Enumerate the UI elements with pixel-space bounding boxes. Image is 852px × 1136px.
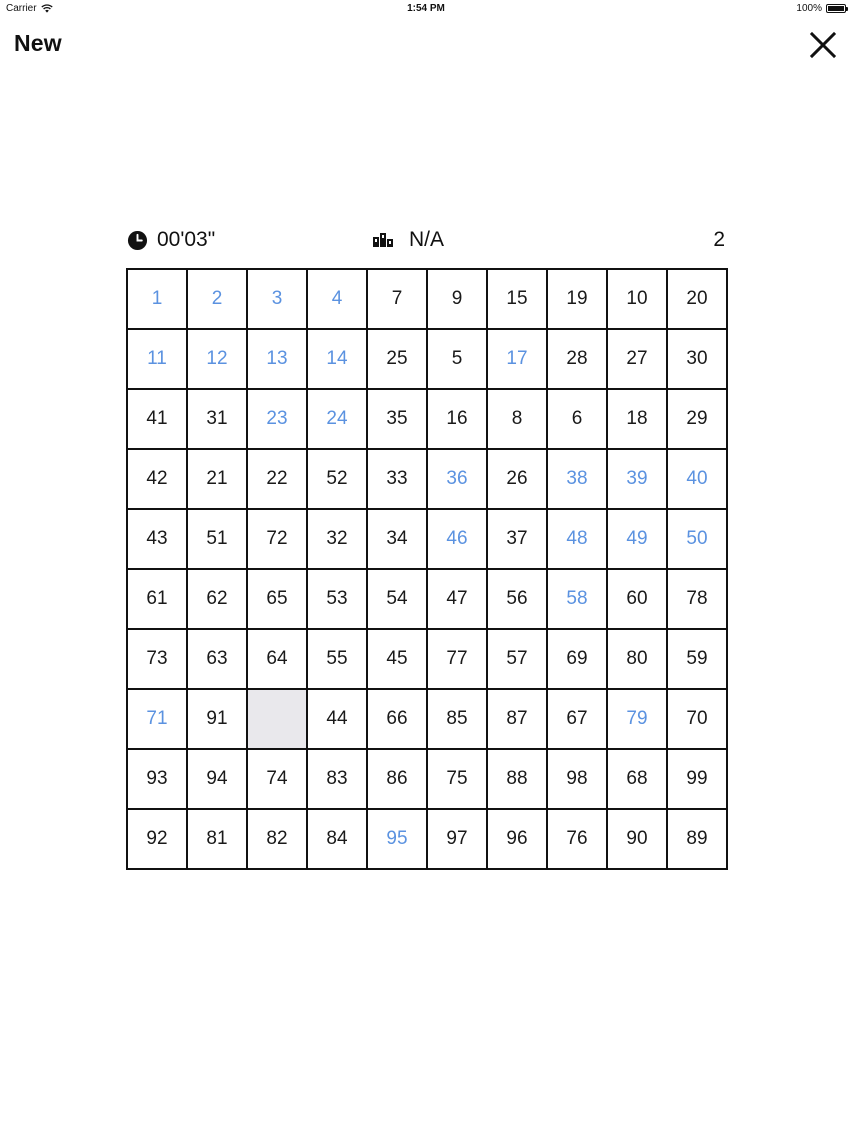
number-tile[interactable]: 47 [428, 570, 488, 630]
number-tile[interactable]: 21 [188, 450, 248, 510]
number-tile[interactable]: 14 [308, 330, 368, 390]
number-tile[interactable]: 67 [548, 690, 608, 750]
number-tile[interactable]: 12 [188, 330, 248, 390]
close-button[interactable] [808, 30, 838, 60]
status-time: 1:54 PM [407, 3, 445, 14]
number-tile[interactable]: 93 [128, 750, 188, 810]
number-tile[interactable]: 92 [128, 810, 188, 870]
podium-icon [373, 233, 393, 247]
number-tile[interactable]: 72 [248, 510, 308, 570]
number-tile[interactable]: 34 [368, 510, 428, 570]
number-tile[interactable]: 94 [188, 750, 248, 810]
number-tile[interactable]: 66 [368, 690, 428, 750]
number-tile[interactable]: 40 [668, 450, 728, 510]
number-tile[interactable]: 52 [308, 450, 368, 510]
number-tile[interactable]: 36 [428, 450, 488, 510]
number-tile[interactable]: 43 [128, 510, 188, 570]
number-tile[interactable]: 2 [188, 270, 248, 330]
number-tile[interactable]: 73 [128, 630, 188, 690]
carrier-label: Carrier [6, 3, 37, 14]
number-tile[interactable]: 7 [368, 270, 428, 330]
number-tile[interactable]: 5 [428, 330, 488, 390]
number-tile[interactable]: 17 [488, 330, 548, 390]
puzzle-grid [126, 268, 728, 870]
number-tile[interactable]: 25 [368, 330, 428, 390]
number-tile[interactable]: 71 [128, 690, 188, 750]
empty-tile[interactable] [248, 690, 308, 750]
number-tile[interactable]: 45 [368, 630, 428, 690]
number-tile[interactable]: 65 [248, 570, 308, 630]
number-tile[interactable]: 77 [428, 630, 488, 690]
number-tile[interactable]: 44 [308, 690, 368, 750]
number-tile[interactable]: 85 [428, 690, 488, 750]
number-tile[interactable]: 59 [668, 630, 728, 690]
number-tile[interactable]: 37 [488, 510, 548, 570]
number-tile[interactable]: 26 [488, 450, 548, 510]
number-tile[interactable]: 98 [548, 750, 608, 810]
number-tile[interactable]: 54 [368, 570, 428, 630]
game-info-row [127, 226, 725, 256]
number-tile[interactable]: 60 [608, 570, 668, 630]
number-tile[interactable]: 88 [488, 750, 548, 810]
number-tile[interactable]: 48 [548, 510, 608, 570]
number-tile[interactable]: 96 [488, 810, 548, 870]
number-tile[interactable]: 41 [128, 390, 188, 450]
number-tile[interactable]: 11 [128, 330, 188, 390]
number-tile[interactable]: 4 [308, 270, 368, 330]
status-bar [0, 0, 852, 18]
number-tile[interactable]: 81 [188, 810, 248, 870]
timer [127, 228, 215, 252]
number-tile[interactable]: 70 [668, 690, 728, 750]
number-tile[interactable]: 53 [308, 570, 368, 630]
level-number: 2 [713, 228, 725, 251]
number-tile[interactable]: 87 [488, 690, 548, 750]
number-tile[interactable]: 27 [608, 330, 668, 390]
number-tile[interactable]: 64 [248, 630, 308, 690]
number-tile[interactable]: 22 [248, 450, 308, 510]
timer-value: 00'03" [157, 228, 216, 251]
number-tile[interactable]: 86 [368, 750, 428, 810]
number-tile[interactable]: 91 [188, 690, 248, 750]
number-tile[interactable]: 58 [548, 570, 608, 630]
clock-icon [127, 230, 148, 251]
number-tile[interactable]: 83 [308, 750, 368, 810]
number-tile[interactable]: 80 [608, 630, 668, 690]
status-battery [796, 3, 846, 14]
number-tile[interactable]: 38 [548, 450, 608, 510]
number-tile[interactable]: 79 [608, 690, 668, 750]
number-tile[interactable]: 50 [668, 510, 728, 570]
number-tile[interactable]: 56 [488, 570, 548, 630]
number-tile[interactable]: 90 [608, 810, 668, 870]
number-tile[interactable]: 95 [368, 810, 428, 870]
number-tile[interactable]: 15 [488, 270, 548, 330]
number-tile[interactable]: 8 [488, 390, 548, 450]
number-tile[interactable]: 55 [308, 630, 368, 690]
number-tile[interactable]: 63 [188, 630, 248, 690]
number-tile[interactable]: 46 [428, 510, 488, 570]
number-tile[interactable]: 42 [128, 450, 188, 510]
number-tile[interactable]: 89 [668, 810, 728, 870]
number-tile[interactable]: 75 [428, 750, 488, 810]
number-tile[interactable]: 3 [248, 270, 308, 330]
number-tile[interactable]: 19 [548, 270, 608, 330]
number-tile[interactable]: 9 [428, 270, 488, 330]
number-tile[interactable]: 57 [488, 630, 548, 690]
number-tile[interactable]: 49 [608, 510, 668, 570]
number-tile[interactable]: 31 [188, 390, 248, 450]
battery-icon [826, 4, 846, 13]
number-tile[interactable]: 29 [668, 390, 728, 450]
number-tile[interactable]: 32 [308, 510, 368, 570]
number-tile[interactable]: 99 [668, 750, 728, 810]
number-tile[interactable]: 76 [548, 810, 608, 870]
number-tile[interactable]: 78 [668, 570, 728, 630]
number-tile[interactable]: 69 [548, 630, 608, 690]
number-tile[interactable]: 10 [608, 270, 668, 330]
number-tile[interactable]: 82 [248, 810, 308, 870]
number-tile[interactable]: 30 [668, 330, 728, 390]
number-tile[interactable]: 20 [668, 270, 728, 330]
number-tile[interactable]: 6 [548, 390, 608, 450]
page-title[interactable]: New [14, 30, 62, 56]
number-tile[interactable]: 51 [188, 510, 248, 570]
number-tile[interactable]: 74 [248, 750, 308, 810]
number-tile[interactable]: 68 [608, 750, 668, 810]
number-tile[interactable]: 97 [428, 810, 488, 870]
number-tile[interactable]: 1 [128, 270, 188, 330]
number-tile[interactable]: 18 [608, 390, 668, 450]
best-score [373, 228, 444, 252]
number-tile[interactable]: 13 [248, 330, 308, 390]
battery-percent: 100% [796, 3, 822, 14]
number-tile[interactable]: 61 [128, 570, 188, 630]
number-tile[interactable]: 24 [308, 390, 368, 450]
number-tile[interactable]: 62 [188, 570, 248, 630]
number-tile[interactable]: 35 [368, 390, 428, 450]
number-tile[interactable]: 39 [608, 450, 668, 510]
best-value: N/A [409, 228, 445, 251]
close-icon[interactable] [808, 30, 838, 60]
number-tile[interactable]: 28 [548, 330, 608, 390]
number-tile[interactable]: 16 [428, 390, 488, 450]
number-tile[interactable]: 33 [368, 450, 428, 510]
number-tile[interactable]: 23 [248, 390, 308, 450]
number-tile[interactable]: 84 [308, 810, 368, 870]
